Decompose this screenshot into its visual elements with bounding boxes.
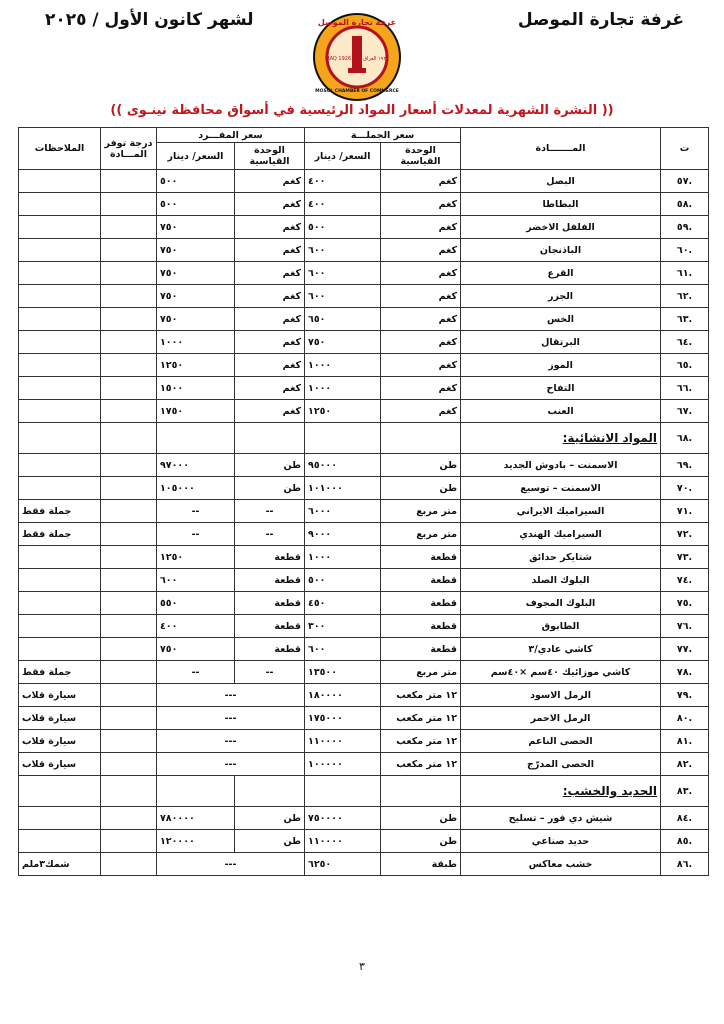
item-name: الحصى المدرّج [461,753,661,776]
wholesale-price: ١٠٠٠ [305,546,381,569]
notes-cell [19,569,101,592]
item-name: السيراميك الهندي [461,523,661,546]
item-name: الاسمنت – توسيع [461,477,661,500]
retail-price: ٧٥٠ [157,216,235,239]
wholesale-price: ٦٠٠٠ [305,500,381,523]
notes-cell [19,546,101,569]
wholesale-unit: كغم [381,354,461,377]
table-row [19,308,709,331]
wholesale-price: ١٧٥٠٠٠ [305,707,381,730]
page-number: ٣ [359,960,365,973]
table-row [19,853,709,876]
col-retail-unit: الوحدة القياسية [235,143,305,170]
notes-cell [19,170,101,193]
item-name: البرتقال [461,331,661,354]
wholesale-unit: طن [381,454,461,477]
retail-merged: --- [157,684,305,707]
notes-cell: سيارة قلاب [19,753,101,776]
availability-cell [101,500,157,523]
table-row [19,753,709,776]
availability-cell [101,807,157,830]
item-name: الباذنجان [461,239,661,262]
retail-price: ٧٥٠ [157,638,235,661]
availability-cell [101,638,157,661]
col-wholesale-unit: الوحدة القياسية [381,143,461,170]
retail-price: ١٠٥٠٠٠ [157,477,235,500]
item-name: القرع [461,262,661,285]
availability-cell [101,830,157,853]
row-number: .٧٣ [661,546,709,569]
wholesale-unit: متر مربع [381,500,461,523]
row-number: .٦٣ [661,308,709,331]
empty-cell [305,423,381,454]
retail-unit: قطعة [235,546,305,569]
notes-cell [19,239,101,262]
col-retail: سعر المفـــرد [157,128,305,143]
row-number: .٨٣ [661,776,709,807]
notes-cell: سيارة قلاب [19,684,101,707]
retail-price: ٤٠٠ [157,615,235,638]
wholesale-unit: قطعة [381,615,461,638]
retail-unit: كغم [235,331,305,354]
notes-cell [19,592,101,615]
availability-cell [101,193,157,216]
wholesale-price: ٩٠٠٠ [305,523,381,546]
retail-merged: --- [157,753,305,776]
availability-cell [101,170,157,193]
row-number: .٧٧ [661,638,709,661]
retail-unit: كغم [235,216,305,239]
row-number: .٧١ [661,500,709,523]
table-row [19,454,709,477]
availability-cell [101,661,157,684]
availability-cell [101,592,157,615]
notes-cell [19,377,101,400]
logo-right-text: ١٩٢٦ العراق [363,56,389,62]
availability-cell [101,308,157,331]
chamber-logo [312,12,402,102]
item-name: كاشي عادي/٣ [461,638,661,661]
wholesale-unit: كغم [381,331,461,354]
empty-cell [235,776,305,807]
wholesale-unit: طن [381,807,461,830]
row-number: .٧٥ [661,592,709,615]
table-row [19,193,709,216]
item-name: خشب معاكس [461,853,661,876]
availability-cell [101,400,157,423]
row-number: .٨٠ [661,707,709,730]
logo-left-text: IRAQ 1926 [324,56,352,62]
retail-unit: -- [235,661,305,684]
notes-cell: جملة فقط [19,661,101,684]
availability-cell [101,707,157,730]
availability-cell [101,216,157,239]
item-name: شيش دي فور – تسليح [461,807,661,830]
wholesale-unit: ١٢ متر مكعب [381,753,461,776]
wholesale-price: ١٠٠٠ [305,354,381,377]
availability-cell [101,239,157,262]
item-name: الحصى الناعم [461,730,661,753]
col-item: المـــــــادة [461,128,661,170]
empty-cell [101,423,157,454]
availability-cell [101,753,157,776]
table-row [19,285,709,308]
availability-cell [101,454,157,477]
retail-price: -- [157,661,235,684]
item-name: الخس [461,308,661,331]
wholesale-price: ١١٠٠٠٠ [305,730,381,753]
empty-cell [19,776,101,807]
table-row [19,262,709,285]
wholesale-price: ٦٠٠ [305,285,381,308]
empty-cell [381,776,461,807]
retail-price: ٥٠٠ [157,170,235,193]
retail-unit: كغم [235,193,305,216]
col-notes: الملاحظات [19,128,101,170]
table-row [19,830,709,853]
notes-cell [19,830,101,853]
availability-cell [101,354,157,377]
wholesale-price: ٩٥٠٠٠ [305,454,381,477]
empty-cell [305,776,381,807]
wholesale-price: ١١٠٠٠٠ [305,830,381,853]
retail-price: ١٧٥٠ [157,400,235,423]
availability-cell [101,569,157,592]
notes-cell [19,262,101,285]
notes-cell [19,454,101,477]
table-row [19,500,709,523]
table-row [19,170,709,193]
wholesale-unit: طن [381,477,461,500]
wholesale-unit: ١٢ متر مكعب [381,730,461,753]
row-number: .٨٤ [661,807,709,830]
row-number: .٧٨ [661,661,709,684]
col-wholesale: سعر الجملـــة [305,128,461,143]
logo-bottom-text: MOSUL CHAMBER OF COMMERCE [315,89,399,94]
retail-price: ١٠٠٠ [157,331,235,354]
notes-cell [19,615,101,638]
wholesale-unit: ١٢ متر مكعب [381,684,461,707]
empty-cell [157,776,235,807]
wholesale-unit: كغم [381,308,461,331]
empty-cell [157,423,235,454]
availability-cell [101,615,157,638]
availability-cell [101,730,157,753]
wholesale-unit: قطعة [381,638,461,661]
retail-price: ٦٠٠ [157,569,235,592]
wholesale-price: ٤٠٠ [305,193,381,216]
col-retail-price: السعر/ دينار [157,143,235,170]
wholesale-unit: كغم [381,216,461,239]
item-name: البلوك المجوف [461,592,661,615]
retail-merged: --- [157,730,305,753]
wholesale-price: ١٨٠٠٠٠ [305,684,381,707]
item-name: حديد صناعي [461,830,661,853]
item-name: الطابوق [461,615,661,638]
empty-cell [381,423,461,454]
wholesale-unit: متر مربع [381,523,461,546]
wholesale-price: ١٣٥٠٠ [305,661,381,684]
item-name: كاشي موزائيك ٤٠سم ×٤٠سم [461,661,661,684]
row-number: .٧٠ [661,477,709,500]
row-number: .٥٩ [661,216,709,239]
item-name: السيراميك الايراني [461,500,661,523]
empty-cell [19,423,101,454]
item-name: الرمل الاسود [461,684,661,707]
retail-unit: قطعة [235,569,305,592]
wholesale-unit: طبقة [381,853,461,876]
retail-unit: كغم [235,400,305,423]
availability-cell [101,523,157,546]
retail-unit: كغم [235,354,305,377]
section-row [19,423,709,454]
wholesale-unit: كغم [381,285,461,308]
wholesale-unit: قطعة [381,569,461,592]
notes-cell: جملة فقط [19,523,101,546]
retail-unit: كغم [235,239,305,262]
item-name: الرمل الاحمر [461,707,661,730]
row-number: .٥٧ [661,170,709,193]
row-number: .٦٦ [661,377,709,400]
wholesale-unit: كغم [381,239,461,262]
table-row [19,377,709,400]
retail-unit: طن [235,477,305,500]
row-number: .٧٩ [661,684,709,707]
wholesale-price: ٧٥٠ [305,331,381,354]
wholesale-price: ٦٥٠ [305,308,381,331]
row-number: .٦٧ [661,400,709,423]
wholesale-price: ٤٠٠ [305,170,381,193]
table-row [19,730,709,753]
wholesale-price: ٣٠٠ [305,615,381,638]
availability-cell [101,262,157,285]
availability-cell [101,377,157,400]
row-number: .٦٥ [661,354,709,377]
row-number: .٦٢ [661,285,709,308]
table-row [19,477,709,500]
wholesale-unit: كغم [381,377,461,400]
availability-cell [101,285,157,308]
notes-cell: جملة فقط [19,500,101,523]
section-heading: الحديد والخشب: [461,776,661,807]
row-number: .٨٥ [661,830,709,853]
table-row [19,638,709,661]
row-number: .٧٤ [661,569,709,592]
item-name: الموز [461,354,661,377]
wholesale-price: ٧٥٠٠٠٠ [305,807,381,830]
retail-merged: --- [157,853,305,876]
table-row [19,684,709,707]
retail-unit: طن [235,830,305,853]
wholesale-price: ١٠١٠٠٠ [305,477,381,500]
retail-price: ٧٥٠ [157,285,235,308]
item-name: البلوك الصلد [461,569,661,592]
wholesale-unit: ١٢ متر مكعب [381,707,461,730]
retail-unit: كغم [235,262,305,285]
wholesale-unit: كغم [381,262,461,285]
availability-cell [101,546,157,569]
notes-cell: شمك٣ملم [19,853,101,876]
item-name: الفلفل الاخضر [461,216,661,239]
wholesale-price: ٥٠٠ [305,216,381,239]
price-table-body [19,170,709,876]
retail-price: ٧٨٠٠٠٠ [157,807,235,830]
retail-unit: طن [235,807,305,830]
notes-cell [19,216,101,239]
notes-cell: سيارة قلاب [19,730,101,753]
notes-cell [19,331,101,354]
retail-unit: قطعة [235,638,305,661]
notes-cell: سيارة قلاب [19,707,101,730]
item-name: الجزر [461,285,661,308]
retail-price: ٥٥٠ [157,592,235,615]
table-row [19,592,709,615]
row-number: .٦٠ [661,239,709,262]
item-name: البصل [461,170,661,193]
retail-unit: كغم [235,285,305,308]
retail-unit: كغم [235,377,305,400]
notes-cell [19,638,101,661]
retail-unit: كغم [235,170,305,193]
table-row [19,569,709,592]
bulletin-title: (( النشرة الشهرية لمعدلات أسعار المواد الرئيسية في أسواق محافظة نينـوى )) [110,103,614,118]
section-heading: المواد الانشائية: [461,423,661,454]
retail-price: ١٢٥٠ [157,546,235,569]
notes-cell [19,308,101,331]
empty-cell [101,776,157,807]
retail-unit: قطعة [235,615,305,638]
wholesale-unit: قطعة [381,592,461,615]
retail-price: ١٢٠٠٠٠ [157,830,235,853]
notes-cell [19,285,101,308]
retail-unit: -- [235,523,305,546]
table-row [19,216,709,239]
table-row [19,707,709,730]
row-number: .٧٢ [661,523,709,546]
row-number: .٧٦ [661,615,709,638]
item-name: العنب [461,400,661,423]
table-row [19,661,709,684]
retail-price: ١٥٠٠ [157,377,235,400]
table-row [19,354,709,377]
row-number: .٦٩ [661,454,709,477]
logo-top-text: غرفة تجارة الموصل [317,18,397,27]
notes-cell [19,400,101,423]
retail-price: -- [157,500,235,523]
availability-cell [101,853,157,876]
wholesale-price: ٦٠٠ [305,239,381,262]
item-name: التفاح [461,377,661,400]
notes-cell [19,354,101,377]
retail-price: ٧٥٠ [157,308,235,331]
wholesale-price: ١٢٥٠ [305,400,381,423]
retail-price: ٧٥٠ [157,239,235,262]
section-row [19,776,709,807]
table-row [19,807,709,830]
notes-cell [19,193,101,216]
col-availability: درجة توفر المـــادة [101,128,157,170]
wholesale-price: ٦٢٥٠ [305,853,381,876]
retail-unit: قطعة [235,592,305,615]
wholesale-price: ٦٠٠ [305,638,381,661]
retail-merged: --- [157,707,305,730]
wholesale-price: ٦٠٠ [305,262,381,285]
retail-price: -- [157,523,235,546]
col-no: ت [661,128,709,170]
report-period: لشهر كانون الأول / ٢٠٢٥ [45,10,254,30]
wholesale-unit: متر مربع [381,661,461,684]
table-row [19,331,709,354]
wholesale-price: ١٠٠٠ [305,377,381,400]
notes-cell [19,477,101,500]
item-name: شتايكر حدائق [461,546,661,569]
item-name: الاسمنت – بادوش الجديد [461,454,661,477]
col-wholesale-price: السعر/ دينار [305,143,381,170]
wholesale-price: ٥٠٠ [305,569,381,592]
notes-cell [19,807,101,830]
retail-price: ٥٠٠ [157,193,235,216]
table-row [19,400,709,423]
row-number: .٨٦ [661,853,709,876]
table-row [19,523,709,546]
availability-cell [101,331,157,354]
wholesale-unit: قطعة [381,546,461,569]
row-number: .٦٤ [661,331,709,354]
wholesale-unit: كغم [381,193,461,216]
retail-unit: كغم [235,308,305,331]
item-name: البطاطا [461,193,661,216]
retail-unit: -- [235,500,305,523]
retail-price: ١٢٥٠ [157,354,235,377]
row-number: .٦٨ [661,423,709,454]
availability-cell [101,684,157,707]
wholesale-price: ٤٥٠ [305,592,381,615]
price-table [18,127,709,876]
org-name: غرفة تجارة الموصل [517,10,684,30]
row-number: .٨٢ [661,753,709,776]
empty-cell [235,423,305,454]
wholesale-unit: كغم [381,170,461,193]
retail-unit: طن [235,454,305,477]
row-number: .٥٨ [661,193,709,216]
row-number: .٦١ [661,262,709,285]
table-row [19,546,709,569]
table-row [19,239,709,262]
table-row [19,615,709,638]
row-number: .٨١ [661,730,709,753]
wholesale-unit: طن [381,830,461,853]
wholesale-price: ١٠٠٠٠٠ [305,753,381,776]
retail-price: ٩٧٠٠٠ [157,454,235,477]
wholesale-unit: كغم [381,400,461,423]
retail-price: ٧٥٠ [157,262,235,285]
availability-cell [101,477,157,500]
